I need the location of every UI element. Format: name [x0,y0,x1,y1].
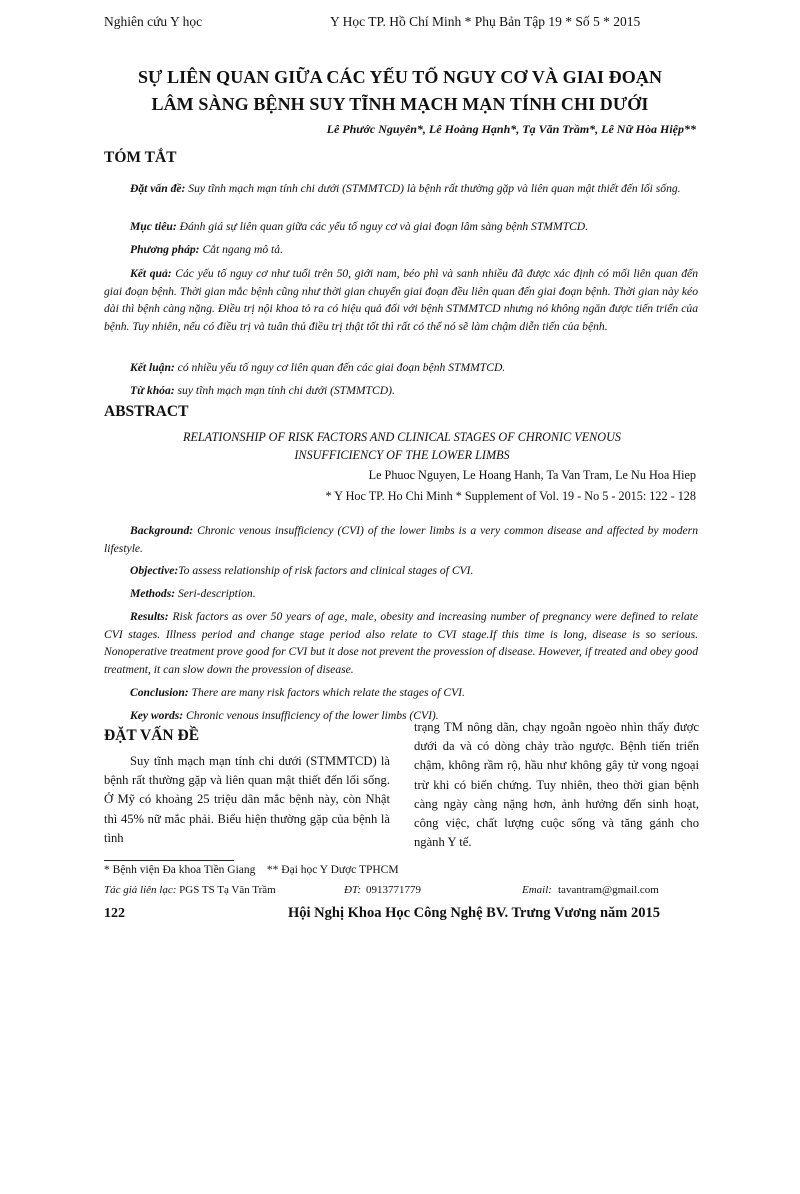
running-header-left: Nghiên cứu Y học [104,14,203,29]
label-dat-van-de: Đặt vấn đề: [130,182,186,195]
abstract-conclusion [104,684,698,702]
english-title [104,429,700,464]
tom-tat-ket-luan [104,359,698,377]
text-conclusion: There are many risk factors which relate the stages of CVI. [188,686,465,699]
label-ket-qua: Kết quả: [130,267,172,280]
running-header-right: Y Học TP. Hồ Chí Minh * Phụ Bản Tập 19 * Số 5 * 2015 [330,14,641,29]
dat-van-de-heading: ĐẶT VẤN ĐỀ [104,727,200,744]
email-address: tavantram@gmail.com [558,884,659,896]
text-ket-qua: Các yếu tố nguy cơ như tuổi trên 50, giới nam, béo phì và sanh nhiều đã được xác định có mối liên quan đến giai đoạn bệnh. Thời gian mắc bệnh cũng như thời gian chuyển giai đoạn đều liên quan đến giai đoạn bệnh. Thời gian này kéo dài thì bệnh càng nặng. Điều trị nội khoa tỏ ra có hiệu quả đối với bệnh STMMTCD nhưng nó không ngăn được tiến triển của bệnh. Tuy nhiên, nếu có điều trị và tuân thủ điều trị thật tốt thì rất có thể nó sẽ làm chậm diễn tiến của bệnh. [104,267,699,333]
journal-citation: * Y Hoc TP. Ho Chi Minh * Supplement of Vol. 19 - No 5 - 2015: 122 - 128 [325,489,696,503]
text-dat-van-de: Suy tĩnh mạch mạn tính chi dưới (STMMTCD) là bệnh rất thường gặp và liên quan mật thiết đến lối sống. [185,182,681,195]
contact-label: Tác giả liên lạc: [104,884,177,896]
label-ket-luan: Kết luận: [130,361,175,374]
intro-column-right: trạng TM nông dãn, chạy ngoằn ngoèo nhìn thấy được dưới da và có dòng chảy trào ngược. Bệnh tiến triển chậm, không rầm rộ, hầu như không gây tử vong ngoại trừ khi có biến chứng. Tuy nhiên, theo thời gian bệnh càng ngày càng nặng hơn, ảnh hưởng đến sinh hoạt, công việc, chất lượng cuộc sống và tăng gánh cho ngành Y tế. [414,720,699,850]
contact-footnote [104,884,704,896]
tom-tat-heading: TÓM TẮT [104,149,177,166]
text-keywords: Chronic venous insufficiency of the lower limbs (CVI). [183,709,439,722]
label-results: Results: [130,610,169,623]
text-muc-tieu: Đánh giá sự liên quan giữa các yếu tố nguy cơ và giai đoạn lâm sàng bệnh STMMTCD. [176,220,589,233]
title-line-2: LÂM SÀNG BỆNH SUY TĨNH MẠCH MẠN TÍNH CHI DƯỚI [151,94,649,114]
label-conclusion: Conclusion: [130,686,189,699]
label-muc-tieu: Mục tiêu: [130,220,177,233]
text-phuong-phap: Cắt ngang mô tả. [199,243,283,256]
english-title-line-1: RELATIONSHIP OF RISK FACTORS AND CLINICAL STAGES OF CHRONIC VENOUS [183,430,621,444]
label-tu-khoa: Từ khóa: [130,384,175,397]
label-phuong-phap: Phương pháp: [130,243,200,256]
tom-tat-phuong-phap [104,241,698,259]
article-title [100,64,700,118]
page-number: 122 [104,906,125,921]
authors-vietnamese: Lê Phước Nguyên*, Lê Hoàng Hạnh*, Tạ Văn Trầm*, Lê Nữ Hòa Hiệp** [326,122,696,136]
footnote-separator [104,860,234,861]
phone-number: 0913771779 [366,884,421,896]
phone-label: ĐT: [344,884,362,896]
abstract-results [104,608,698,678]
authors-english: Le Phuoc Nguyen, Le Hoang Hanh, Ta Van Tram, Le Nu Hoa Hiep [368,468,696,482]
abstract-heading: ABSTRACT [104,403,189,420]
abstract-objective [104,562,698,580]
tom-tat-dat-van-de [104,180,698,198]
text-objective: To assess relationship of risk factors and clinical stages of CVI. [178,564,474,577]
tom-tat-ket-qua [104,265,698,335]
text-methods: Seri-description. [175,587,256,600]
contact-name: PGS TS Tạ Văn Trầm [176,884,276,896]
abstract-background [104,522,698,557]
conference-footer: Hội Nghị Khoa Học Công Nghệ BV. Trưng Vương năm 2015 [288,905,661,921]
tom-tat-tu-khoa [104,382,698,400]
text-tu-khoa: suy tĩnh mạch mạn tính chi dưới (STMMTCD). [174,384,395,397]
label-objective: Objective: [130,564,179,577]
title-line-1: SỰ LIÊN QUAN GIỮA CÁC YẾU TỐ NGUY CƠ VÀ GIAI ĐOẠN [137,67,663,87]
abstract-methods [104,585,698,603]
affiliation-footnote: * Bệnh viện Đa khoa Tiền Giang ** Đại học Y Dược TPHCM [104,864,399,876]
label-keywords: Key words: [130,709,184,722]
intro-column-left: Suy tĩnh mạch mạn tính chi dưới (STMMTCD) là bệnh rất thường gặp và liên quan mật thiết đến lối sống. Ở Mỹ có khoảng 25 triệu dân mắc bệnh này, còn Nhật thì 45% nữ mắc phải. Biểu hiện thường gặp của bệnh là tình [104,754,390,845]
label-background: Background: [130,524,194,537]
label-methods: Methods: [130,587,176,600]
text-results: Risk factors as over 50 years of age, male, obesity and increasing number of pregnancy were defined to relate CVI stages. Illness period and change stage period also relate to CVI stage.If this time is long, disease is so serious. Nonoperative treatment prove good for CVI but it dose not prevent the provession of disease. However, if treated and obey good treatment, it can slow down the provession of disease. [104,610,698,676]
english-title-line-2: INSUFFICIENCY OF THE LOWER LIMBS [294,447,510,462]
text-ket-luan: có nhiều yếu tố nguy cơ liên quan đến các giai đoạn bệnh STMMTCD. [174,361,506,374]
text-background: Chronic venous insufficiency (CVI) of the lower limbs is a very common disease and affected by modern lifestyle. [104,524,698,555]
email-label: Email: [522,884,552,896]
tom-tat-muc-tieu [104,218,698,236]
